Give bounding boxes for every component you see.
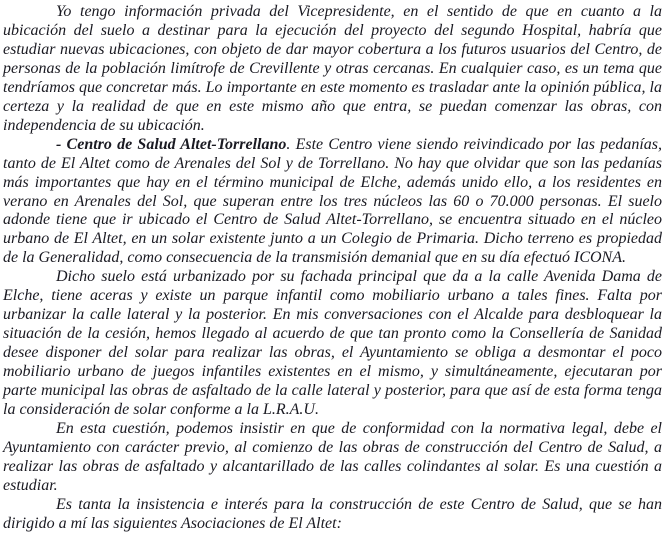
paragraph: [3, 268, 662, 420]
paragraph-text-run: Dicho suelo está urbanizado por su fachada principal que da a la calle Avenida Dama de Elche, tiene aceras y existe un parque infantil como mobiliario urbano a tales fines. Falta por urbanizar la calle lateral y la posterior. En mis conversaciones con el Alcalde para desbloquear la situación de la cesión, hemos llegado al acuerdo de que tan pronto como la Consellería de Sanidad desee disponer del solar para realizar las obras, el Ayuntamiento se obliga a desmontar el poco mobiliario urbano de juegos infantiles existentes en el mismo, y simultáneamente, ejecutaran por parte municipal las obras de asfaltado de la calle lateral y posterior, para que así de esta forma tenga la consideración de solar conforme a la L.R.A.U.: [3, 268, 662, 419]
paragraph-text-run: Yo tengo información privada del Vicepresidente, en el sentido de que en cuanto a la ubicación del suelo a destinar para la ejecución del proyecto del segundo Hospital, habría que estudiar nuevas ubicaciones, con objeto de dar mayor cobertura a los futuros usuarios del Centro, de personas de la población limítrofe de Crevillente y otras cercanas. En cualquier caso, es un tema que tendríamos que concretar más. Lo importante en este momento es trasladar ante la opinión pública, la certeza y la realidad de que en este mismo año que entra, se puedan comenzar las obras, con independencia de su ubicación.: [3, 3, 662, 134]
paragraph-text-run: Es tanta la insistencia e interés para la construcción de este Centro de Salud, que se han dirigido a mí las siguientes Asociaciones de El Altet:: [3, 495, 662, 532]
paragraph-text-run: . Este Centro viene siendo reivindicado por las pedanías, tanto de El Altet como de Arenales del Sol y de Torrellano. No hay que olvidar que son las pedanías más importantes que hay en el término municipal de Elche, además unido ello, a los residentes en verano en Arenales del Sol, que superan entre los tres núcleos las 60 o 70.000 personas. El suelo adonde tiene que ir ubicado el Centro de Salud Altet-Torrellano, se encuentra situado en el núcleo urbano de El Altet, en un solar existente junto a un Colegio de Primaria. Dicho terreno es propiedad de la Generalidad, como consecuencia de la transmisión demanial que en su día efectuó ICONA.: [3, 135, 662, 267]
paragraph: [3, 136, 662, 269]
paragraph-heading-run: - Centro de Salud Altet-Torrellano: [56, 135, 287, 153]
paragraph: [3, 496, 662, 534]
paragraph: [3, 420, 662, 496]
paragraph-text-run: En esta cuestión, podemos insistir en que de conformidad con la normativa legal, debe el Ayuntamiento con carácter previo, al comienzo de las obras de construcción del Centro de Salud, a realizar las obras de asfaltado y alcantarillado de las calles colindantes al solar. Es una cuestión a estudiar.: [3, 419, 662, 494]
paragraph: [3, 3, 662, 136]
